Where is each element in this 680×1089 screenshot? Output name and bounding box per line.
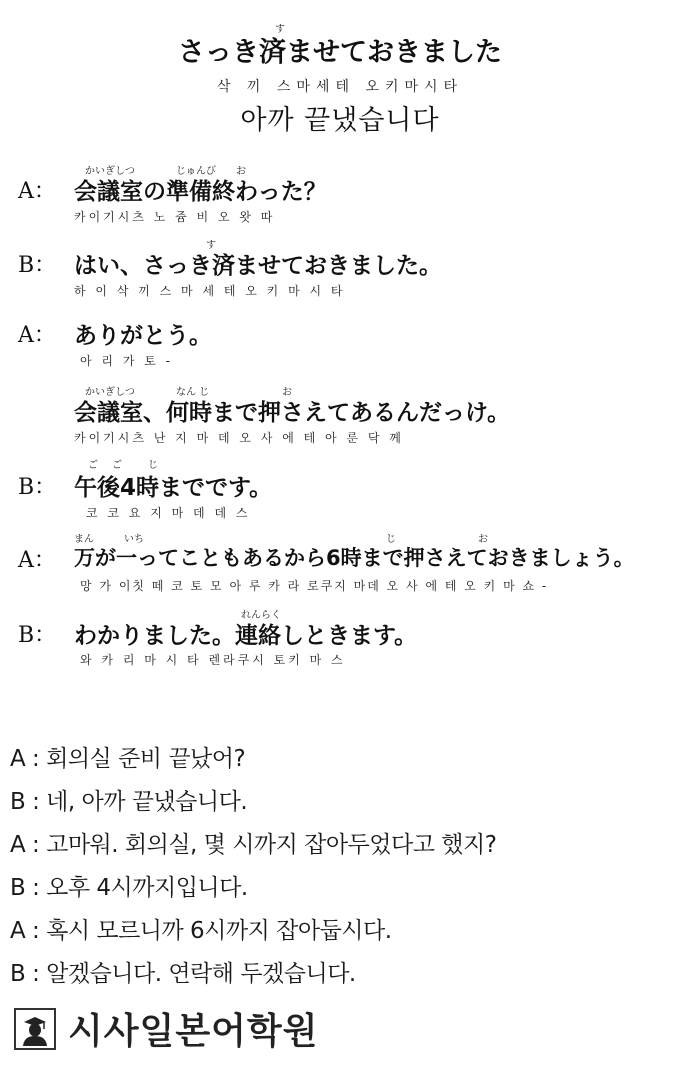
ruby: じ (148, 460, 158, 471)
page-title-japanese: さっき済ませておきました (178, 37, 502, 68)
ruby: お (478, 534, 488, 545)
ruby: お (236, 166, 246, 177)
dialogue-line-japanese: 午後4時までです。 (74, 475, 273, 501)
dialogue-line-japanese: ありがとう。 (74, 323, 212, 349)
dialogue-line-reading: 코 코 요 지 마 데 데 스 (86, 506, 251, 520)
dialogue-line-reading: 와 카 리 마 시 타 렌라쿠시 토키 마 스 (80, 653, 346, 667)
ruby: かいぎしつ (85, 166, 135, 177)
translation-line: B : 오후 4시까지입니다. (10, 875, 248, 901)
ruby: れんらく (241, 610, 281, 621)
ruby: いち (124, 534, 144, 545)
translation-line: B : 네, 아까 끝냈습니다. (10, 789, 248, 815)
ruby: じゅんび (176, 166, 216, 177)
translation-line: A : 회의실 준비 끝났어? (10, 746, 246, 772)
dialogue-line-reading: 카이기시츠 노 쥼 비 오 왓 따 (74, 210, 276, 224)
ruby: ご (88, 460, 98, 471)
dialogue-line-reading: 망 가 이칫 떼 코 토 모 아 루 카 라 로쿠지 마데 오 사 에 테 오 키 마 쇼 - (80, 579, 549, 593)
translation-line: A : 혹시 모르니까 6시까지 잡아둡시다. (10, 918, 392, 944)
translation-line: B : 알겠습니다. 연락해 두겠습니다. (10, 961, 356, 987)
dialogue-line-reading: 하 이 삭 끼 스 마 세 테 오 키 마 시 타 (74, 284, 346, 298)
dialogue-line-japanese: 万が一ってこともあるから6時まで押さえておきましょう。 (74, 546, 635, 570)
ruby: す (206, 240, 216, 251)
translation-line: A : 고마워. 회의실, 몇 시까지 잡아두었다고 했지? (10, 832, 497, 858)
title-ruby: す (275, 24, 285, 35)
dialogue-line-reading: 카이기시츠 난 지 마 데 오 사 에 테 아 룬 닥 께 (74, 431, 404, 445)
dialogue-line-reading: 아 리 가 토 - (80, 354, 173, 368)
dialogue-line-japanese: 会議室の準備終わった？ (74, 179, 327, 205)
speaker-label: B： (18, 623, 57, 648)
dialogue-line-japanese: 会議室、何時まで押さえてあるんだっけ。 (74, 400, 511, 426)
logo (14, 1003, 318, 1054)
ruby: なん じ (176, 387, 210, 398)
ruby: ご (112, 460, 122, 471)
speaker-label: B： (18, 475, 57, 500)
page-title-korean: 아까 끝냈습니다 (240, 105, 440, 136)
speaker-label: A： (18, 323, 56, 348)
graduate-silhouette-icon (14, 1008, 56, 1050)
ruby: かいぎしつ (85, 387, 135, 398)
speaker-label: A： (18, 548, 56, 573)
ruby: まん (74, 534, 94, 545)
speaker-label: A： (18, 179, 56, 204)
dialogue-line-japanese: わかりました。連絡しときます。 (74, 623, 418, 649)
speaker-label: B： (18, 253, 57, 278)
logo-text: 시사일본어학원 (68, 1011, 319, 1052)
dialogue-line-japanese: はい、さっき済ませておきました。 (74, 253, 442, 279)
title-reading: 삭 끼 스마세테 오키마시타 (216, 79, 464, 95)
ruby: お (282, 387, 292, 398)
ruby: じ (386, 534, 396, 545)
